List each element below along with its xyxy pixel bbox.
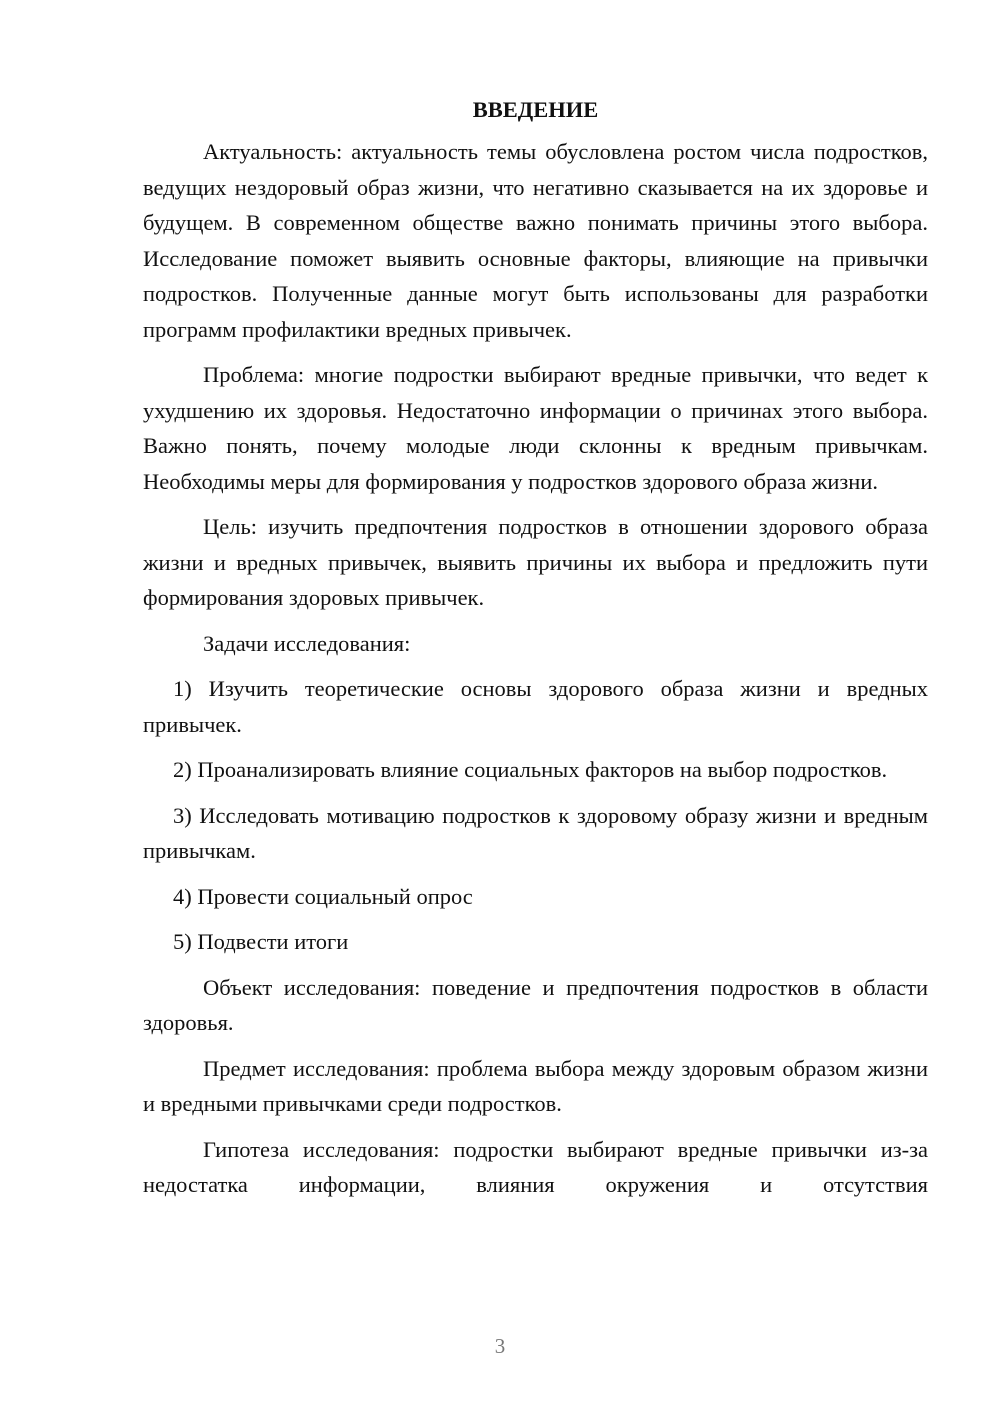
list-item: 3) Исследовать мотивацию подростков к здоровому образу жизни и вредным привычкам.: [143, 802, 928, 863]
paragraph-relevance: Актуальность: актуальность темы обусловлена ростом числа подростков, ведущих нездоровый образ жизни, что негативно сказывается на их здоровье и будущем. В современном обществе важно понимать причины этого выбора. Исследование поможет выявить основные факторы, влияющие на привычки подростков. Полученные данные могут быть использованы для разработки программ профилактики вредных привычек.: [143, 139, 928, 342]
list-item: 4) Провести социальный опрос: [173, 883, 473, 909]
paragraph-subject: Предмет исследования: проблема выбора между здоровым образом жизни и вредными привычками среди подростков.: [143, 1055, 928, 1116]
page-title: ВВЕДЕНИЕ: [472, 97, 599, 122]
paragraph-hypothesis: Гипотеза исследования: подростки выбирают вредные привычки из-за недостатка информации, влияния окружения и отсутствия: [143, 1136, 928, 1197]
list-item: 5) Подвести итоги: [173, 929, 349, 954]
document-page: [143, 92, 928, 1213]
paragraph-object: Объект исследования: поведение и предпочтения подростков в области здоровья.: [143, 974, 928, 1035]
list-item: 1) Изучить теоретические основы здорового образа жизни и вредных привычек.: [143, 676, 928, 737]
paragraph-goal: Цель: изучить предпочтения подростков в отношении здорового образа жизни и вредных привычек, выявить причины их выбора и предложить пути формирования здоровых привычек.: [143, 514, 928, 610]
paragraph-problem: Проблема: многие подростки выбирают вредные привычки, что ведет к ухудшению их здоровья. Недостаточно информации о причинах этого выбора. Важно понять, почему молодые люди склонны к вредным привычкам. Необходимы меры для формирования у подростков здорового образа жизни.: [143, 362, 928, 494]
paragraph-tasks-heading: Задачи исследования:: [203, 630, 411, 656]
list-item: 2) Проанализировать влияние социальных факторов на выбор подростков.: [173, 757, 888, 782]
page-number: 3: [494, 1334, 506, 1358]
